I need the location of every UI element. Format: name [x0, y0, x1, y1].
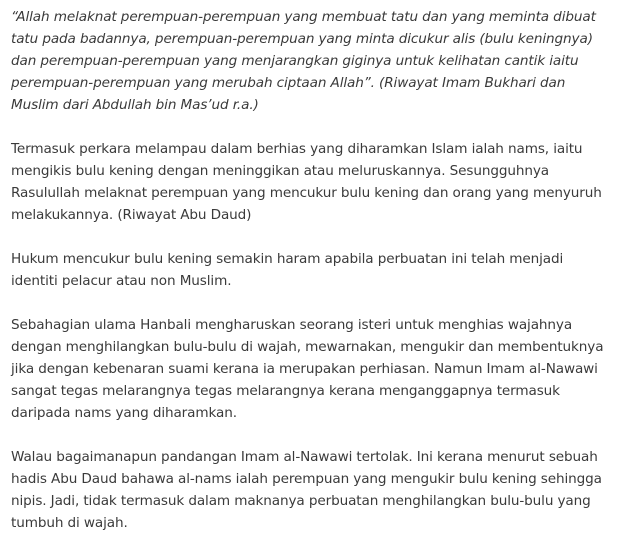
paragraph-line: sangat tegas melarangnya tegas melarangnya kerana menganggapnya termasuk — [11, 383, 560, 399]
paragraph-line: daripada nams yang diharamkan. — [11, 405, 237, 421]
paragraph-spacer — [11, 226, 630, 248]
paragraph-spacer — [11, 292, 630, 314]
paragraph-line: Sebahagian ulama Hanbali mengharuskan seorang isteri untuk menghias wajahnya — [11, 317, 573, 333]
paragraph-line: melakukannya. (Riwayat Abu Daud) — [11, 207, 252, 223]
paragraph-line: nipis. Jadi, tidak termasuk dalam maknanya perbuatan menghilangkan bulu-bulu yang — [11, 493, 591, 509]
quote-line: “Allah melaknat perempuan-perempuan yang membuat tatu dan yang meminta dibuat — [11, 9, 596, 25]
quote-line: Muslim dari Abdullah bin Mas’ud r.a.) — [11, 97, 259, 113]
paragraph-nams-definition — [11, 138, 630, 226]
paragraph-spacer — [11, 424, 630, 446]
paragraph-line: mengikis bulu kening dengan meninggikan atau meluruskannya. Sesungguhnya — [11, 163, 549, 179]
paragraph-line: Termasuk perkara melampau dalam berhias yang diharamkan Islam ialah nams, iaitu — [11, 141, 583, 157]
paragraph-line: tumbuh di wajah. — [11, 515, 128, 531]
paragraph-line: identiti pelacur atau non Muslim. — [11, 273, 232, 289]
quote-line: tatu pada badannya, perempuan-perempuan yang minta dicukur alis (bulu keningnya) — [11, 31, 593, 47]
hadith-quote — [11, 6, 630, 116]
quote-line: dan perempuan-perempuan yang menjarangkan giginya untuk kelihatan cantik iaitu — [11, 53, 579, 69]
paragraph-line: Rasulullah melaknat perempuan yang mencukur bulu kening dan orang yang menyuruh — [11, 185, 602, 201]
paragraph-line: dengan menghilangkan bulu-bulu di wajah, mewarnakan, mengukir dan membentuknya — [11, 339, 604, 355]
quote-line: perempuan-perempuan yang merubah ciptaan Allah”. (Riwayat Imam Bukhari dan — [11, 75, 566, 91]
paragraph-line: jika dengan kebenaran suami kerana ia merupakan perhiasan. Namun Imam al-Nawawi — [11, 361, 598, 377]
paragraph-line: Walau bagaimanapun pandangan Imam al-Nawawi tertolak. Ini kerana menurut sebuah — [11, 449, 598, 465]
paragraph-conclusion — [11, 446, 630, 534]
paragraph-line: Hukum mencukur bulu kening semakin haram apabila perbuatan ini telah menjadi — [11, 251, 564, 267]
paragraph-hanbali-view — [11, 314, 630, 424]
paragraph-ruling — [11, 248, 630, 292]
paragraph-spacer — [11, 116, 630, 138]
paragraph-line: hadis Abu Daud bahawa al-nams ialah perempuan yang mengukir bulu kening sehingga — [11, 471, 602, 487]
